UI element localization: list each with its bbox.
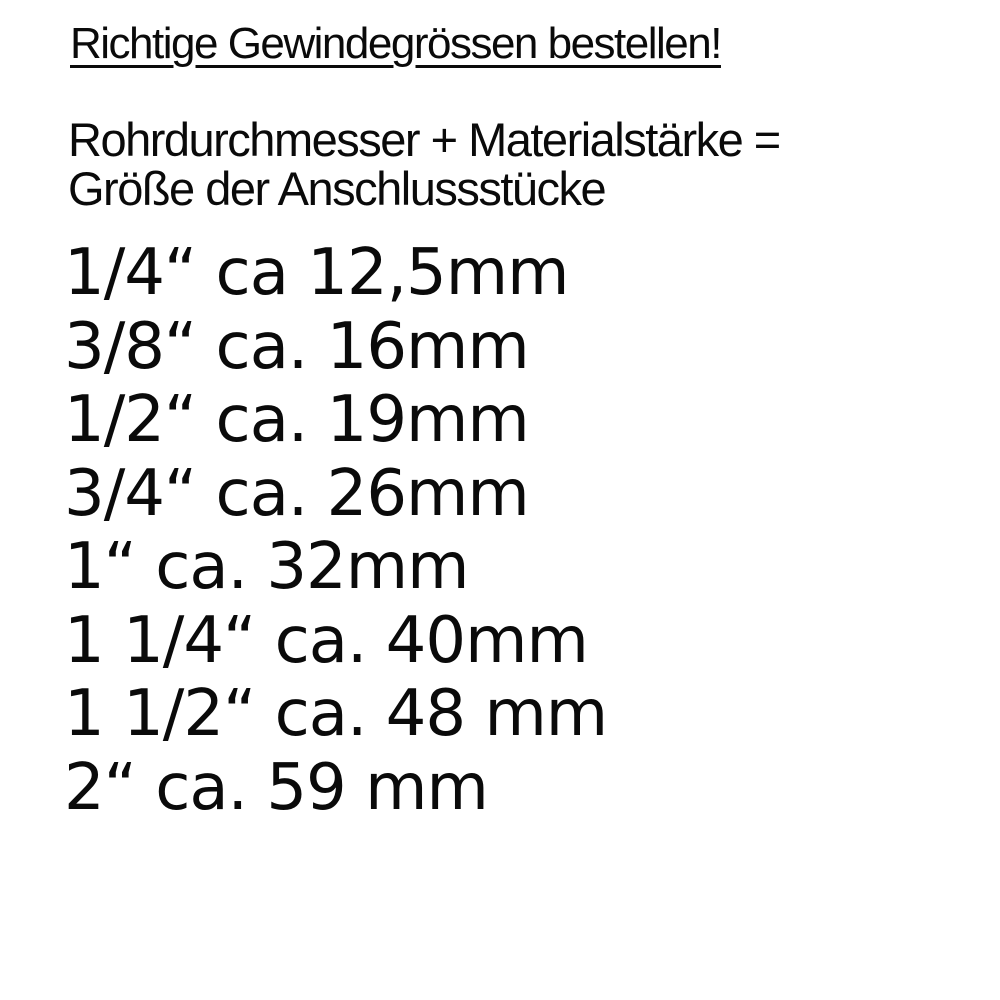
subtitle-line-1: Rohrdurchmesser + Materialstärke =: [68, 113, 780, 166]
size-row: 3/8“ ca. 16mm: [64, 309, 529, 384]
size-row: 1 1/2“ ca. 48 mm: [64, 677, 608, 751]
subtitle: [68, 115, 970, 213]
size-row: 1“ ca. 32mm: [64, 530, 469, 604]
size-row: 1/2“ ca. 19mm: [64, 383, 529, 457]
page-title: Richtige Gewindegrössen bestellen!: [70, 19, 721, 68]
subtitle-line-2: Größe der Anschlussstücke: [68, 162, 606, 215]
size-list: [64, 237, 970, 825]
size-row: 3/4“ ca. 26mm: [64, 456, 529, 531]
size-row: 1/4“ ca 12,5mm: [64, 236, 569, 310]
size-row: 2“ ca. 59 mm: [64, 750, 488, 825]
size-row: 1 1/4“ ca. 40mm: [64, 603, 588, 678]
